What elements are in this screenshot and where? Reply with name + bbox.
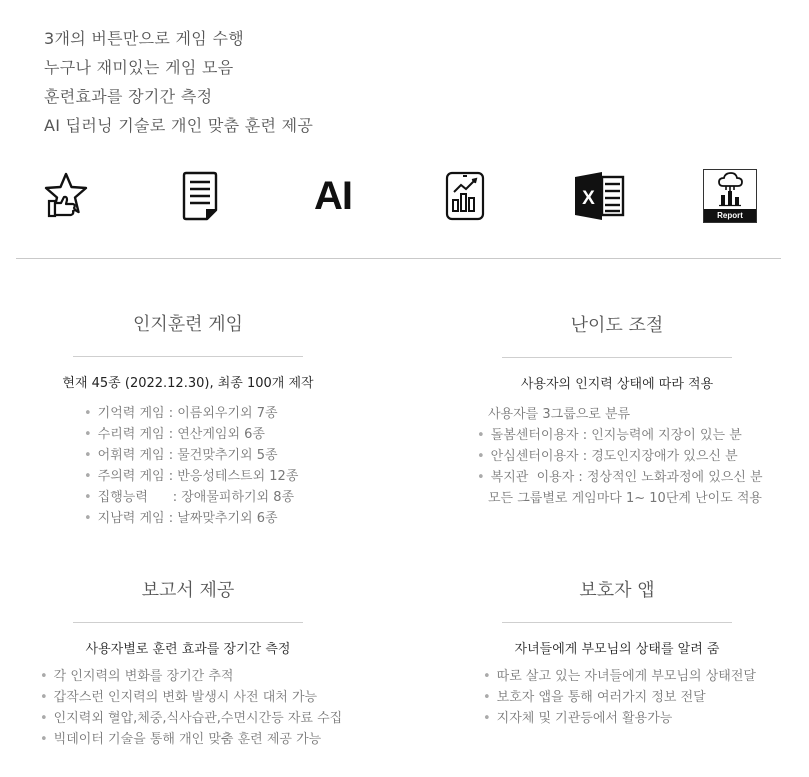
list-item: • 집행능력 : 장애물피하기외 8종 bbox=[84, 487, 358, 508]
list-item: • 기억력 게임 : 이름외우기외 7종 bbox=[84, 403, 358, 424]
report-rule bbox=[73, 622, 303, 623]
training-section bbox=[18, 310, 358, 529]
intro-line-2: 누구나 재미있는 게임 모음 bbox=[44, 58, 234, 77]
guardian-subtitle: 자녀들에게 부모님의 상태를 알려 줌 bbox=[514, 642, 720, 657]
difficulty-rule bbox=[502, 357, 732, 358]
intro-line-4: AI 딥러닝 기술로 개인 맞춤 훈련 제공 bbox=[44, 116, 314, 135]
difficulty-list bbox=[477, 404, 787, 509]
report-list bbox=[40, 666, 358, 750]
report-subtitle: 사용자별로 훈련 효과를 장기간 측정 bbox=[85, 642, 291, 657]
ai-icon-label: AI bbox=[314, 173, 352, 218]
difficulty-subtitle: 사용자의 인지력 상태에 따라 적용 bbox=[520, 377, 714, 392]
list-item: • 지자체 및 기관등에서 활용가능 bbox=[483, 708, 787, 729]
list-item: • 지남력 게임 : 날짜맞추기외 6종 bbox=[84, 508, 358, 529]
list-item: • 주의력 게임 : 반응성테스트외 12종 bbox=[84, 466, 358, 487]
section-divider bbox=[16, 258, 781, 259]
list-item: • 복지관 이용자 : 정상적인 노화과정에 있으신 분 bbox=[477, 467, 787, 488]
list-item: • 안심센터이용자 : 경도인지장애가 있으신 분 bbox=[477, 446, 787, 467]
report-section bbox=[18, 576, 358, 750]
guardian-rule bbox=[502, 622, 732, 623]
icon-row bbox=[0, 168, 809, 228]
list-item: • 갑작스런 인지력의 변화 발생시 사전 대처 가능 bbox=[40, 687, 358, 708]
list-item: • 빅데이터 기술을 통해 개인 맞춤 훈련 제공 가능 bbox=[40, 729, 358, 750]
report-title: 보고서 제공 bbox=[141, 580, 235, 601]
excel-icon bbox=[571, 168, 627, 224]
list-item: • 어휘력 게임 : 물건맞추기외 5종 bbox=[84, 445, 358, 466]
intro-line-1: 3개의 버튼만으로 게임 수행 bbox=[44, 29, 244, 48]
list-item: • 따로 살고 있는 자녀들에게 부모님의 상태전달 bbox=[483, 666, 787, 687]
list-item: • 수리력 게임 : 연산게임외 6종 bbox=[84, 424, 358, 445]
ai-icon bbox=[305, 168, 361, 224]
intro-line-3: 훈련효과를 장기간 측정 bbox=[44, 87, 213, 106]
svg-text:X: X bbox=[582, 188, 595, 209]
document-icon bbox=[172, 168, 228, 224]
list-item: 사용자를 3그룹으로 분류 bbox=[488, 407, 631, 422]
intro-block bbox=[44, 24, 313, 140]
guardian-title: 보호자 앱 bbox=[579, 580, 655, 601]
tablet-chart-icon bbox=[437, 168, 493, 224]
training-rule bbox=[73, 356, 303, 357]
training-list bbox=[84, 403, 358, 529]
list-item: • 인지력외 혈압,체중,식사습관,수면시간등 자료 수집 bbox=[40, 708, 358, 729]
training-title: 인지훈련 게임 bbox=[132, 314, 244, 335]
difficulty-title: 난이도 조절 bbox=[570, 315, 664, 336]
guardian-section bbox=[447, 576, 787, 729]
guardian-list bbox=[483, 666, 787, 729]
list-item: • 보호자 앱을 통해 여러가지 정보 전달 bbox=[483, 687, 787, 708]
list-item: • 돌봄센터이용자 : 인지능력에 지장이 있는 분 bbox=[477, 425, 787, 446]
list-item: • 각 인지력의 변화를 장기간 추적 bbox=[40, 666, 358, 687]
difficulty-section bbox=[447, 311, 787, 509]
star-thumbs-up-icon bbox=[38, 168, 94, 224]
report-icon bbox=[702, 168, 758, 224]
list-item: 모든 그룹별로 게임마다 1~ 10단계 난이도 적용 bbox=[488, 491, 762, 506]
report-icon-label: Report bbox=[704, 209, 756, 222]
training-subtitle: 현재 45종 (2022.12.30), 최종 100개 제작 bbox=[62, 376, 314, 391]
